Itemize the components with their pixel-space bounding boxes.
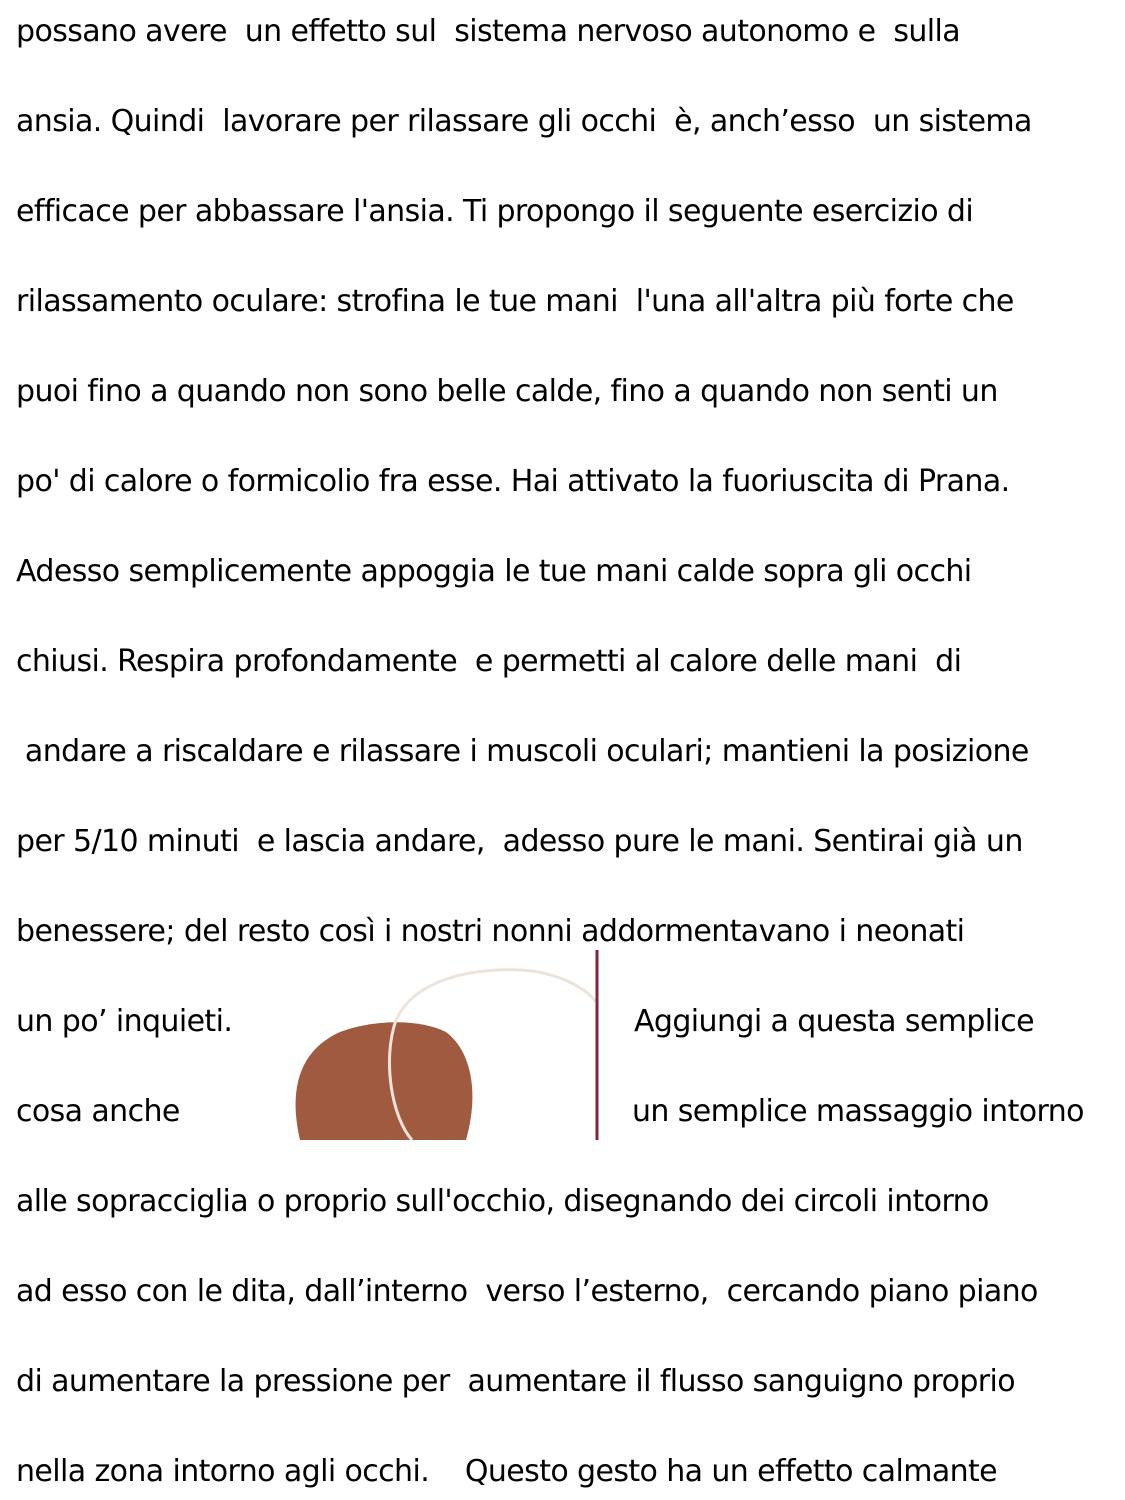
text-line-7: Adesso semplicemente appoggia le tue mani calde sopra gli occhi	[16, 554, 972, 589]
text-line-2: ansia. Quindi lavorare per rilassare gli occhi è, anch’esso un sistema	[16, 104, 1032, 139]
text-line-6: po' di calore o formicolio fra esse. Hai attivato la fuoriuscita di Prana.	[16, 464, 1010, 499]
text-line-4: rilassamento oculare: strofina le tue mani l'una all'altra più forte che	[16, 284, 1014, 319]
text-line-17: nella zona intorno agli occhi. Questo gesto ha un effetto calmante	[16, 1454, 998, 1489]
text-line-14: alle sopracciglia o proprio sull'occhio, disegnando dei circoli intorno	[16, 1184, 989, 1219]
text-line-3: efficace per abbassare l'ansia. Ti propongo il seguente esercizio di	[16, 194, 974, 229]
text-line-13-left: cosa anche	[16, 1094, 180, 1129]
text-line-5: puoi fino a quando non sono belle calde, fino a quando non senti un	[16, 374, 998, 409]
text-line-9: andare a riscaldare e rilassare i muscoli oculari; mantieni la posizione	[16, 734, 1029, 769]
text-line-1: possano avere un effetto sul sistema nervoso autonomo e sulla	[16, 14, 961, 49]
text-line-15: ad esso con le dita, dall’interno verso l’esterno, cercando piano piano	[16, 1274, 1038, 1309]
text-line-8: chiusi. Respira profondamente e permetti al calore delle mani di	[16, 644, 962, 679]
decorative-blob	[296, 1022, 473, 1140]
text-line-12-left: un po’ inquieti.	[16, 1004, 233, 1039]
text-line-11: benessere; del resto così i nostri nonni addormentavano i neonati	[16, 914, 965, 949]
text-line-16: di aumentare la pressione per aumentare il flusso sanguigno proprio	[16, 1364, 1015, 1399]
text-line-12-right: Aggiungi a questa semplice	[634, 1004, 1035, 1039]
text-line-13-right: un semplice massaggio intorno	[632, 1094, 1084, 1129]
text-line-10: per 5/10 minuti e lascia andare, adesso pure le mani. Sentirai già un	[16, 824, 1023, 859]
